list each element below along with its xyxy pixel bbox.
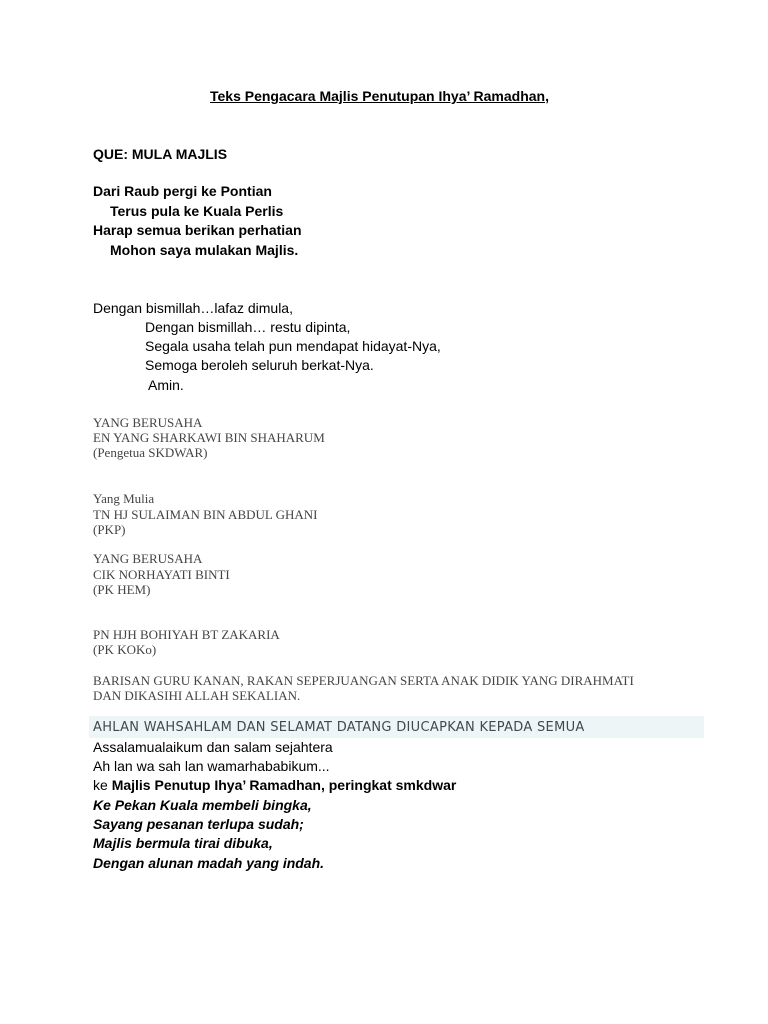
guest-2-name: TN HJ SULAIMAN BIN ABDUL GHANI bbox=[93, 507, 318, 522]
syair-line-1: Dengan bismillah…lafaz dimula, bbox=[93, 300, 293, 316]
guest-4-name: PN HJH BOHIYAH BT ZAKARIA bbox=[93, 627, 280, 642]
event-prefix: ke bbox=[93, 777, 112, 793]
guest-1-honorific: YANG BERUSAHA bbox=[93, 415, 203, 430]
pantun-line-4: Mohon saya mulakan Majlis. bbox=[110, 242, 299, 258]
guest-2-role: (PKP) bbox=[93, 522, 126, 537]
guest-3-name: CIK NORHAYATI BINTI bbox=[93, 567, 230, 582]
syair-line-5: Amin. bbox=[148, 377, 184, 393]
guest-3-honorific: YANG BERUSAHA bbox=[93, 551, 203, 566]
syair-line-3: Segala usaha telah pun mendapat hidayat-Nya, bbox=[145, 338, 441, 354]
syair-line-4: Semoga beroleh seluruh berkat-Nya. bbox=[145, 357, 374, 373]
greeting-line-2: Ah lan wa sah lan wamarhababikum... bbox=[93, 758, 330, 774]
guest-3-role: (PK HEM) bbox=[93, 582, 151, 597]
barisan-line-1: BARISAN GURU KANAN, RAKAN SEPERJUANGAN SERTA ANAK DIDIK YANG DIRAHMATI bbox=[93, 673, 634, 688]
pantun-line-3: Harap semua berikan perhatian bbox=[93, 222, 302, 238]
event-name: Majlis Penutup Ihya’ Ramadhan, peringkat smkdwar bbox=[111, 777, 457, 793]
guest-2-honorific: Yang Mulia bbox=[93, 491, 155, 506]
closing-pantun-line-4: Dengan alunan madah yang indah. bbox=[93, 855, 325, 871]
guest-1-name: EN YANG SHARKAWI BIN SHAHARUM bbox=[93, 430, 325, 445]
syair-line-2: Dengan bismillah… restu dipinta, bbox=[145, 319, 351, 335]
closing-pantun-line-3: Majlis bermula tirai dibuka, bbox=[93, 835, 273, 851]
pantun-line-1: Dari Raub pergi ke Pontian bbox=[93, 183, 272, 199]
barisan-line-2: DAN DIKASIHI ALLAH SEKALIAN. bbox=[93, 688, 301, 703]
document-title: Teks Pengacara Majlis Penutupan Ihya’ Ramadhan, bbox=[210, 88, 549, 104]
guest-4-role: (PK KOKo) bbox=[93, 642, 157, 657]
greeting-line-1: Assalamualaikum dan salam sejahtera bbox=[93, 739, 333, 755]
closing-pantun-line-2: Sayang pesanan terlupa sudah; bbox=[93, 816, 304, 832]
welcome-banner: AHLAN WAHSAHLAM DAN SELAMAT DATANG DIUCAPKAN KEPADA SEMUA bbox=[93, 720, 585, 735]
closing-pantun-line-1: Ke Pekan Kuala membeli bingka, bbox=[93, 797, 312, 813]
guest-1-role: (Pengetua SKDWAR) bbox=[93, 445, 208, 460]
event-line bbox=[93, 777, 456, 794]
cue-heading: QUE: MULA MAJLIS bbox=[93, 146, 228, 162]
pantun-line-2: Terus pula ke Kuala Perlis bbox=[110, 203, 284, 219]
